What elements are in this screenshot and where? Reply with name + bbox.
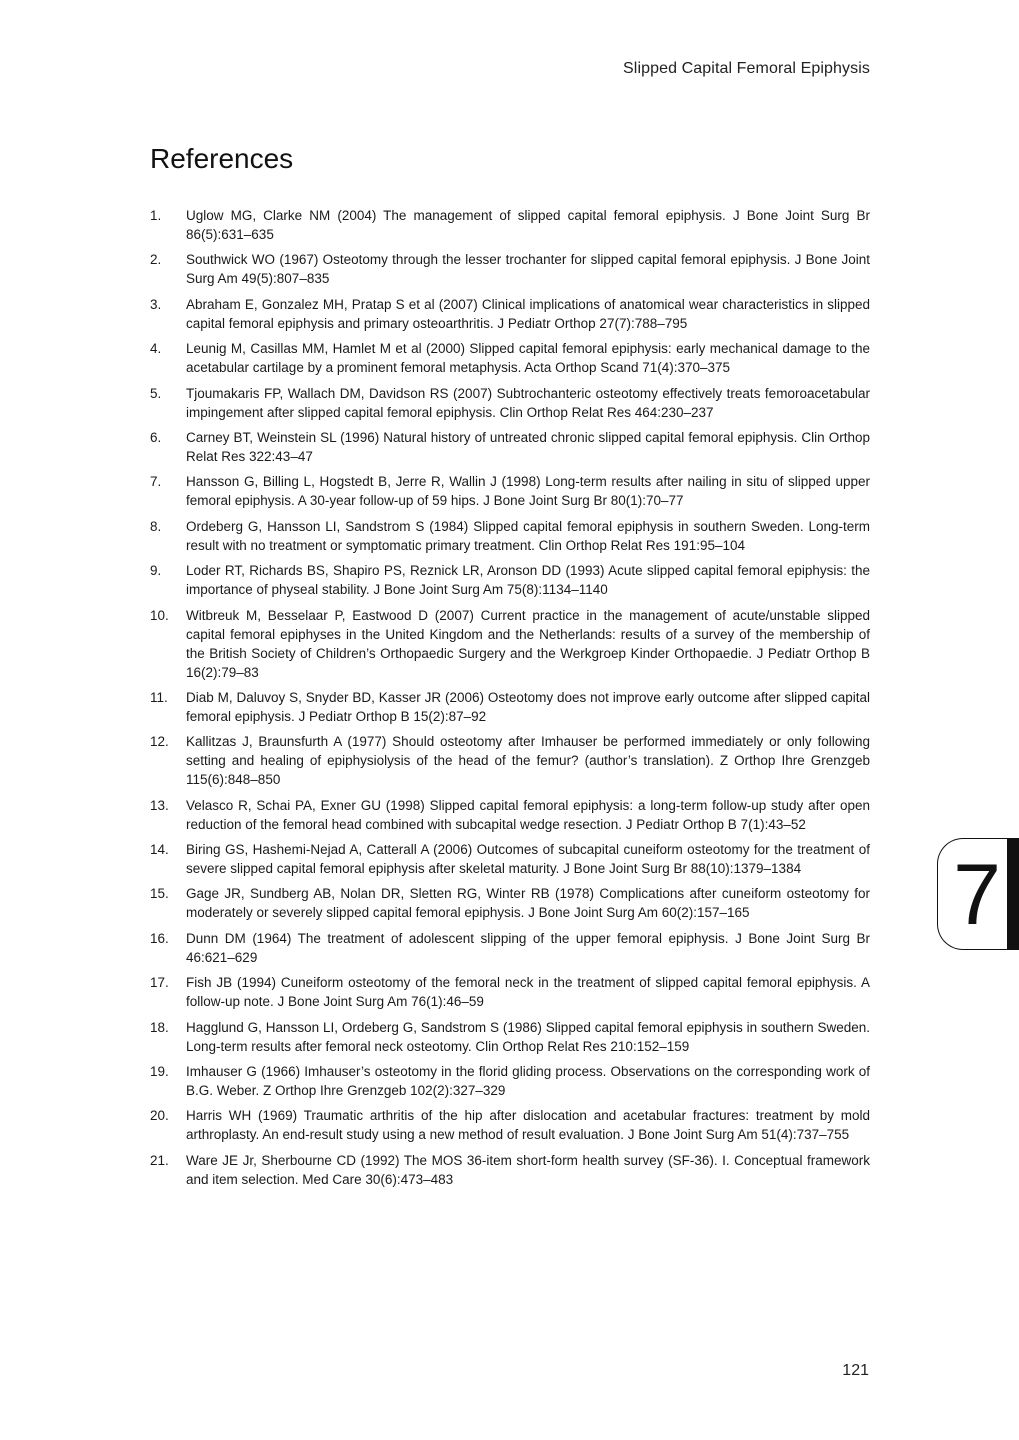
reference-number: 5. [150,385,162,401]
chapter-number: 7 [953,847,1001,943]
reference-item [150,384,870,422]
reference-item [150,732,870,789]
reference-number: 6. [150,429,162,445]
reference-text: Imhauser G (1966) Imhauser’s osteotomy in the florid gliding process. Observations on the corresponding work of B.G. Weber. Z Orthop Ihre Grenzgeb 102(2):327–329 [186,1064,870,1099]
reference-item [150,250,870,288]
reference-item [150,1151,870,1189]
reference-number: 20. [150,1108,169,1124]
reference-item [150,472,870,510]
reference-item [150,561,870,599]
reference-item [150,840,870,878]
reference-text: Harris WH (1969) Traumatic arthritis of the hip after dislocation and acetabular fractures: treatment by mold arthroplasty. An end-result study using a new method of result evaluation. J Bone Joint Surg Am 51(4):737–755 [186,1108,870,1143]
reference-item [150,884,870,922]
reference-number: 3. [150,296,162,312]
reference-number: 10. [150,607,169,623]
reference-text: Tjoumakaris FP, Wallach DM, Davidson RS (2007) Subtrochanteric osteotomy effectively treats femoroacetabular impingement after slipped capital femoral epiphysis. Clin Orthop Relat Res 464:230–237 [186,385,870,420]
reference-text: Abraham E, Gonzalez MH, Pratap S et al (2007) Clinical implications of anatomical wear characteristics in slipped capital femoral epiphysis and primary osteoarthritis. J Pediatr Orthop 27(7):788–795 [186,296,870,331]
reference-text: Hansson G, Billing L, Hogstedt B, Jerre R, Wallin J (1998) Long-term results after nailing in situ of slipped upper femoral epiphysis. A 30-year follow-up of 59 hips. J Bone Joint Surg Br 80(1):70–77 [186,474,870,509]
reference-text: Dunn DM (1964) The treatment of adolescent slipping of the upper femoral epiphysis. J Bone Joint Surg Br 46:621–629 [186,930,870,965]
reference-number: 11. [150,689,168,705]
running-head: Slipped Capital Femoral Epiphysis [623,60,870,77]
reference-text: Witbreuk M, Besselaar P, Eastwood D (2007) Current practice in the management of acute/unstable slipped capital femoral epiphyses in the United Kingdom and the Netherlands: results of a survey of the membership of the British Society of Children’s Orthopaedic Surgery and the Werkgroep Kinder Orthopaedie. J Pediatr Orthop B 16(2):79–83 [186,607,870,680]
reference-text: Hagglund G, Hansson LI, Ordeberg G, Sandstrom S (1986) Slipped capital femoral epiphysis in southern Sweden. Long-term results after femoral neck osteotomy. Clin Orthop Relat Res 210:152–159 [186,1019,870,1054]
reference-text: Southwick WO (1967) Osteotomy through the lesser trochanter for slipped capital femoral epiphysis. J Bone Joint Surg Am 49(5):807–835 [186,252,870,287]
reference-text: Carney BT, Weinstein SL (1996) Natural history of untreated chronic slipped capital femoral epiphysis. Clin Orthop Relat Res 322:43–47 [186,429,870,464]
reference-item [150,339,870,377]
reference-item [150,428,870,466]
reference-number: 8. [150,518,162,534]
reference-item [150,606,870,682]
reference-number: 7. [150,474,162,490]
reference-number: 21. [150,1152,169,1168]
reference-text: Fish JB (1994) Cuneiform osteotomy of the femoral neck in the treatment of slipped capital femoral epiphysis. A follow-up note. J Bone Joint Surg Am 76(1):46–59 [186,975,870,1010]
reference-number: 14. [150,842,169,858]
reference-number: 12. [150,734,169,750]
reference-list [150,206,870,1195]
reference-number: 4. [150,341,162,357]
reference-number: 9. [150,563,162,579]
page-number: 121 [842,1362,869,1379]
reference-item [150,295,870,333]
reference-text: Velasco R, Schai PA, Exner GU (1998) Slipped capital femoral epiphysis: a long-term follow-up study after open reduction of the femoral head combined with subcapital wedge resection. J Pediatr Orthop B 7(1):43–52 [186,797,870,832]
reference-number: 15. [150,886,169,902]
reference-item [150,1018,870,1056]
reference-text: Ordeberg G, Hansson LI, Sandstrom S (1984) Slipped capital femoral epiphysis in southern Sweden. Long-term result with no treatment or symptomatic primary treatment. Clin Orthop Relat Res 191:95–104 [186,518,870,553]
reference-text: Gage JR, Sundberg AB, Nolan DR, Sletten RG, Winter RB (1978) Complications after cuneiform osteotomy for moderately or severely slipped capital femoral epiphysis. J Bone Joint Surg Am 60(2):157–165 [186,886,870,921]
reference-text: Diab M, Daluvoy S, Snyder BD, Kasser JR (2006) Osteotomy does not improve early outcome after slipped capital femoral epiphysis. J Pediatr Orthop B 15(2):87–92 [186,689,870,724]
chapter-tab-bar [1007,839,1019,949]
chapter-tab [937,838,1019,950]
reference-number: 17. [150,975,169,991]
reference-item [150,1106,870,1144]
reference-number: 13. [150,797,169,813]
reference-item [150,973,870,1011]
reference-number: 19. [150,1064,169,1080]
reference-text: Leunig M, Casillas MM, Hamlet M et al (2000) Slipped capital femoral epiphysis: early mechanical damage to the acetabular cartilage by a prominent femoral metaphysis. Acta Orthop Scand 71(4):370–375 [186,341,870,376]
reference-number: 18. [150,1019,169,1035]
reference-text: Ware JE Jr, Sherbourne CD (1992) The MOS 36-item short-form health survey (SF-36). I. Conceptual framework and item selection. Med Care 30(6):473–483 [186,1152,870,1187]
reference-number: 1. [150,208,162,223]
reference-number: 2. [150,252,162,268]
reference-item [150,206,870,244]
reference-text: Biring GS, Hashemi-Nejad A, Catterall A (2006) Outcomes of subcapital cuneiform osteotomy for the treatment of severe slipped capital femoral epiphysis after skeletal maturity. J Bone Joint Surg Br 88(10):1379–1384 [186,842,870,877]
reference-item [150,517,870,555]
reference-item [150,796,870,834]
reference-text: Uglow MG, Clarke NM (2004) The management of slipped capital femoral epiphysis. J Bone Joint Surg Br 86(5):631–635 [186,208,870,242]
reference-number: 16. [150,930,169,946]
reference-item [150,1062,870,1100]
reference-item [150,688,870,726]
section-title: References [150,143,294,174]
reference-text: Loder RT, Richards BS, Shapiro PS, Reznick LR, Aronson DD (1993) Acute slipped capital femoral epiphysis: the importance of physeal stability. J Bone Joint Surg Am 75(8):1134–1140 [186,563,870,598]
reference-text: Kallitzas J, Braunsfurth A (1977) Should osteotomy after Imhauser be performed immediately or only following setting and healing of epiphysiolysis of the head of the femur? (author’s translation). Z Orthop Ihre Grenzgeb 115(6):848–850 [186,734,870,788]
reference-item [150,929,870,967]
